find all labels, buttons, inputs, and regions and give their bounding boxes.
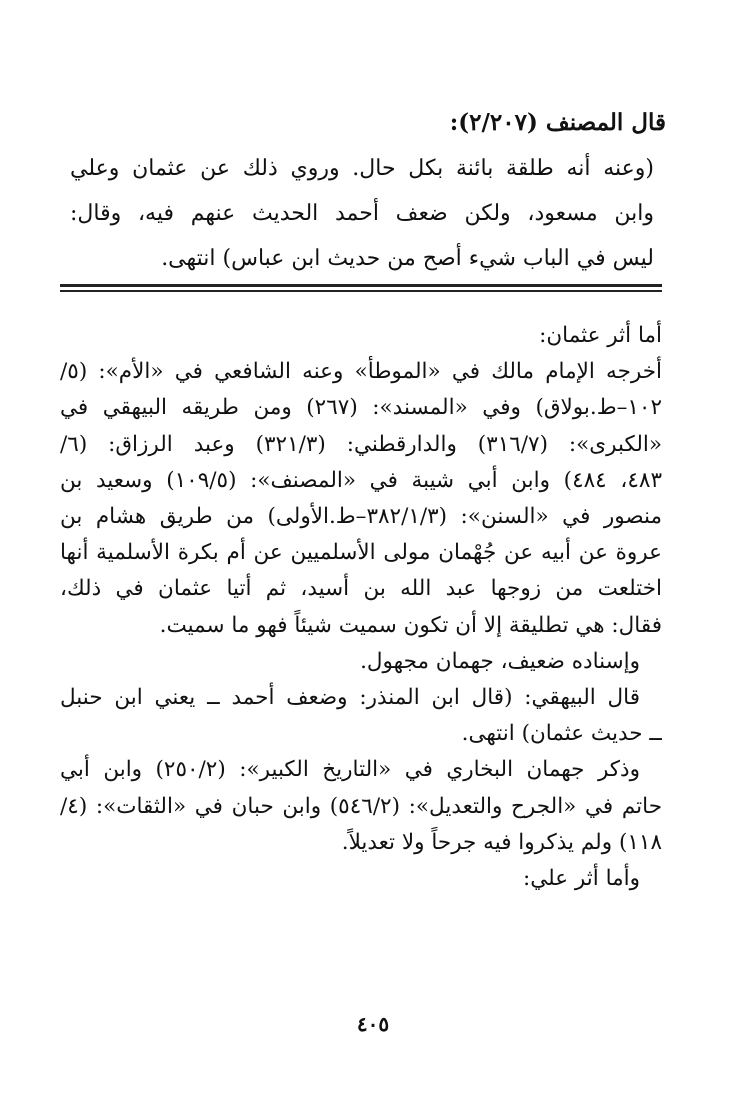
commentary-line-2: أخرجه الإمام مالك في «الموطأ» وعنه الشافعي في «الأم»: (٥/ bbox=[60, 359, 662, 385]
commentary-line-16: وأما أثر علي: bbox=[522, 866, 640, 892]
commentary-line-11: قال البيهقي: (قال ابن المنذر: وضعف أحمد ــ يعني ابن حنبل bbox=[60, 685, 640, 711]
page-number: ٤٠٥ bbox=[356, 1012, 390, 1036]
divider-thick-rule bbox=[60, 284, 662, 287]
quote-line-1: (وعنه أنه طلقة بائنة بكل حال. وروي ذلك عن عثمان وعلي bbox=[70, 156, 654, 181]
commentary-line-7: عروة عن أبيه عن جُهْمان مولى الأسلميين عن أم بكرة الأسلمية أنها bbox=[60, 540, 662, 566]
commentary-line-14: حاتم في «الجرح والتعديل»: (٥٤٦/٢) وابن حبان في «الثقات»: (٤/ bbox=[60, 793, 662, 819]
commentary-line-9: فقال: هي تطليقة إلا أن تكون سميت شيئاً فهو ما سميت. bbox=[159, 612, 662, 638]
commentary-block bbox=[60, 318, 662, 897]
commentary-line-5: ٤٨٣، ٤٨٤) وابن أبي شيبة في «المصنف»: (١٠٩/٥) وسعيد بن bbox=[60, 467, 662, 493]
commentary-line-13: وذكر جهمان البخاري في «التاريخ الكبير»: (٢٥٠/٢) وابن أبي bbox=[60, 757, 640, 783]
commentary-line-1: أما أثر عثمان: bbox=[539, 323, 662, 348]
section-divider bbox=[60, 284, 662, 292]
author-quote-block bbox=[70, 100, 666, 281]
commentary-line-3: ١٠٢–ط.بولاق) وفي «المسند»: (٢٦٧) ومن طريقه البيهقي في bbox=[60, 395, 662, 421]
divider-thin-rule bbox=[60, 290, 662, 292]
commentary-line-4: «الكبرى»: (٣١٦/٧) والدارقطني: (٣٢١/٣) وعبد الرزاق: (٦/ bbox=[60, 431, 662, 457]
commentary-line-12: ــ حديث عثمان) انتهى. bbox=[461, 721, 662, 747]
commentary-line-8: اختلعت من زوجها عبد الله بن أسيد، ثم أتيا عثمان في ذلك، bbox=[60, 576, 662, 602]
commentary-line-6: منصور في «السنن»: (٣٨٢/١/٣–ط.الأولى) من طريق هشام بن bbox=[60, 504, 662, 530]
commentary-line-15: ١١٨) ولم يذكروا فيه جرحاً ولا تعديلاً. bbox=[341, 829, 662, 855]
quote-line-2: وابن مسعود، ولكن ضعف أحمد الحديث عنهم فيه، وقال: bbox=[70, 201, 654, 226]
commentary-line-10: وإسناده ضعيف، جهمان مجهول. bbox=[360, 648, 640, 674]
quote-heading: قال المصنف (٢/٢٠٧): bbox=[449, 109, 666, 136]
quote-line-3: ليس في الباب شيء أصح من حديث ابن عباس) انتهى. bbox=[161, 246, 654, 271]
